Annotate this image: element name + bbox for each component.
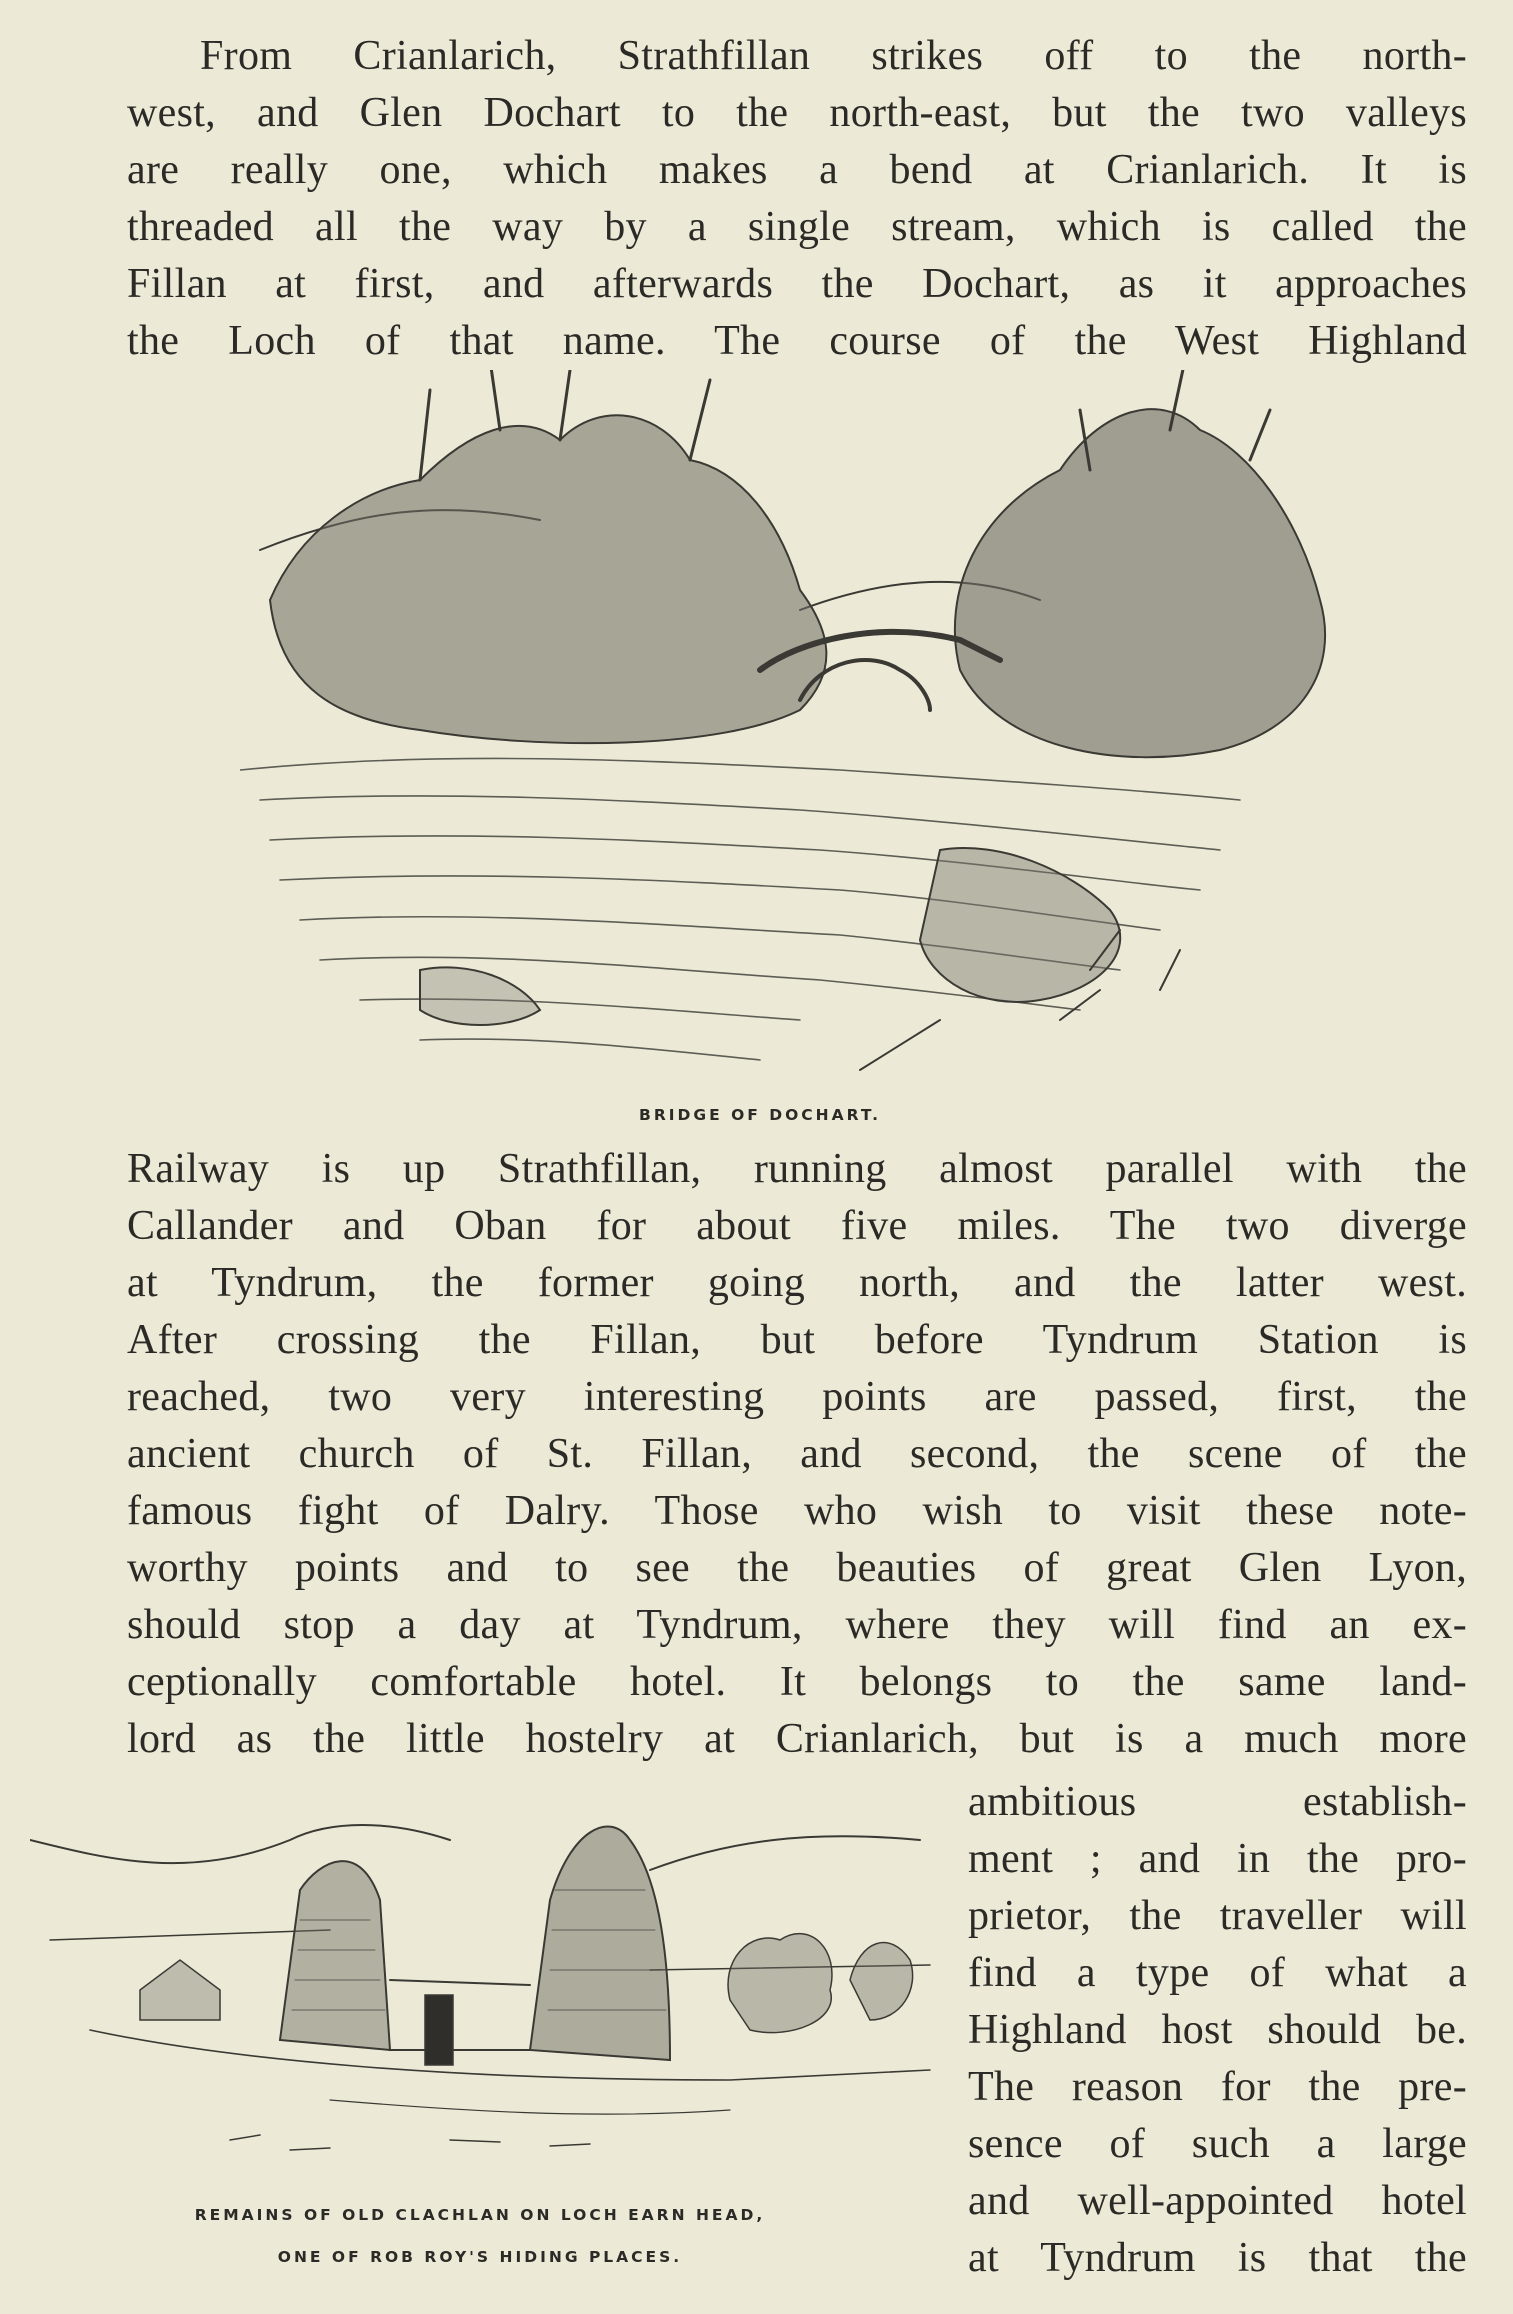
text-line: famous fight of Dalry. Those who wish to visit these note- <box>127 1488 1467 1534</box>
text-line: ceptionally comfortable hotel. It belongs to the same land- <box>127 1659 1467 1705</box>
clachlan-caption-line-1: REMAINS OF OLD CLACHLAN ON LOCH EARN HEAD, <box>194 2206 766 2224</box>
text-line: the Loch of that name. The course of the West Highland <box>127 318 1467 364</box>
text-line: ment ; and in the pro- <box>968 1836 1467 1882</box>
text-line: After crossing the Fillan, but before Tyndrum Station is <box>127 1317 1467 1363</box>
text-line: west, and Glen Dochart to the north-east, but the two valleys <box>127 90 1467 136</box>
text-line: The reason for the pre- <box>968 2064 1467 2110</box>
text-line: worthy points and to see the beauties of great Glen Lyon, <box>127 1545 1467 1591</box>
text-line: ambitious establish- <box>968 1779 1467 1825</box>
clachlan-caption-line-2: ONE OF ROB ROY'S HIDING PLACES. <box>277 2248 683 2266</box>
text-line: at Tyndrum, the former going north, and the latter west. <box>127 1260 1467 1306</box>
text-line: should stop a day at Tyndrum, where they will find an ex- <box>127 1602 1467 1648</box>
text-line: Fillan at first, and afterwards the Dochart, as it approaches <box>127 261 1467 307</box>
text-line: prietor, the traveller will <box>968 1893 1467 1939</box>
text-line: ancient church of St. Fillan, and second, the scene of the <box>127 1431 1467 1477</box>
bridge-of-dochart-illustration <box>240 370 1360 1090</box>
text-line: reached, two very interesting points are passed, first, the <box>127 1374 1467 1420</box>
text-line: From Crianlarich, Strathfillan strikes off to the north- <box>200 33 1467 79</box>
text-line: and well-appointed hotel <box>968 2178 1467 2224</box>
text-line: lord as the little hostelry at Crianlarich, but is a much more <box>127 1716 1467 1762</box>
bridge-caption: BRIDGE OF DOCHART. <box>639 1106 881 1124</box>
text-line: sence of such a large <box>968 2121 1467 2167</box>
text-line: find a type of what a <box>968 1950 1467 1996</box>
text-line: Railway is up Strathfillan, running almost parallel with the <box>127 1146 1467 1192</box>
text-line: are really one, which makes a bend at Crianlarich. It is <box>127 147 1467 193</box>
text-line: threaded all the way by a single stream, which is called the <box>127 204 1467 250</box>
text-line: at Tyndrum is that the <box>968 2235 1467 2281</box>
text-line: Highland host should be. <box>968 2007 1467 2053</box>
clachlan-ruins-illustration <box>30 1780 940 2180</box>
text-line: Callander and Oban for about five miles. The two diverge <box>127 1203 1467 1249</box>
